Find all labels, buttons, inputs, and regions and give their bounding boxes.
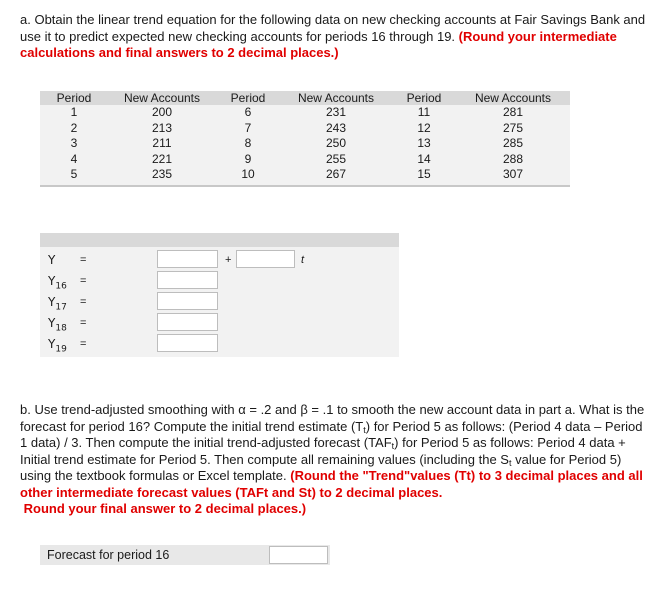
part-b-question — [20, 402, 650, 518]
table-cell: 10 — [241, 167, 255, 181]
table-cell: 221 — [151, 151, 173, 166]
part-a-question — [20, 12, 650, 62]
table-cell: 211 — [152, 136, 172, 150]
y17-label: $Y_{17}$ — [48, 295, 67, 313]
table-header: New Accounts — [123, 91, 201, 105]
y17-input[interactable] — [157, 292, 218, 310]
table-header: New Accounts — [297, 91, 375, 105]
table-cell: 15 — [417, 167, 431, 181]
y-label: Y — [48, 253, 56, 267]
table-cell: 200 — [151, 105, 173, 119]
table-col-period-2 — [216, 91, 280, 183]
forecast-input[interactable] — [269, 546, 328, 564]
table-col-period-1 — [40, 91, 108, 183]
table-header: Period — [406, 91, 442, 105]
table-cell: 235 — [151, 167, 173, 181]
y19-label: $Y_{19}$ — [48, 337, 67, 355]
table-cell: 13 — [417, 136, 431, 150]
table-cell: 250 — [325, 136, 347, 150]
table-cell: 231 — [325, 105, 347, 119]
part-b-prefix: b. — [20, 402, 31, 417]
slope-input[interactable] — [236, 250, 295, 268]
plus-sign: + — [225, 254, 232, 266]
t-variable: t — [301, 254, 305, 266]
part-b-text-2: ) for Period 5 as follows: (Period 4 data – Period 1 data) / 3. Then compute the initial trend-adjusted forecast (TAF — [20, 418, 643, 450]
equals-sign: = — [80, 275, 87, 287]
y16-input[interactable] — [157, 271, 218, 289]
table-cell: 213 — [151, 120, 173, 135]
equals-sign: = — [80, 317, 87, 329]
part-a-prefix: a. — [20, 12, 31, 27]
part-a-text: Obtain the linear trend equation for the following data on new checking accounts at Fair Savings Bank and use it to predict expected new checking accounts for periods 16 through 19. — [20, 12, 646, 44]
table-cell: 267 — [325, 167, 347, 181]
table-cell: 7 — [244, 120, 252, 135]
trend-equation-panel — [40, 233, 399, 357]
table-header: Period — [56, 91, 92, 105]
part-b-instruction-1: (Round the "Trend"values (Tt) to 3 decimal places and all other intermediate forecast values (TAFt and St) to 2 decimal places. — [20, 468, 643, 500]
part-b-text-4: value for Period 5) using the textbook formulas or Excel template. — [20, 451, 622, 483]
y18-label: $Y_{18}$ — [48, 316, 67, 334]
forecast-panel — [40, 545, 330, 565]
table-header: Period — [230, 91, 266, 105]
table-cell: 3 — [70, 136, 78, 150]
part-a-instruction: (Round your intermediate calculations and final answers to 2 decimal places.) — [20, 28, 617, 60]
table-cell: 275 — [502, 120, 524, 135]
subscript-t: t — [363, 424, 366, 435]
part-b-instruction-2: Round your final answer to 2 decimal places.) — [23, 501, 307, 516]
intercept-input[interactable] — [157, 250, 218, 268]
table-cell: 11 — [417, 105, 431, 119]
table-cell: 8 — [244, 136, 252, 150]
table-cell: 2 — [70, 120, 78, 135]
y18-input[interactable] — [157, 313, 218, 331]
equals-sign: = — [80, 338, 87, 350]
accounts-table — [40, 91, 570, 187]
equals-sign: = — [80, 296, 87, 308]
table-col-accounts-3 — [456, 91, 570, 183]
table-cell: 307 — [502, 167, 524, 181]
y19-input[interactable] — [157, 334, 218, 352]
panel-header-bar — [40, 233, 399, 247]
forecast-label: Forecast for period 16 — [47, 548, 170, 562]
table-cell: 243 — [325, 120, 347, 135]
table-cell: 14 — [417, 151, 431, 166]
table-cell: 288 — [502, 151, 524, 166]
table-cell: 4 — [70, 151, 78, 166]
table-cell: 285 — [502, 136, 524, 150]
equals-sign: = — [80, 254, 87, 266]
subscript-t: t — [508, 457, 512, 468]
table-col-accounts-2 — [280, 91, 392, 183]
table-col-period-3 — [392, 91, 456, 183]
table-cell: 281 — [502, 105, 524, 119]
table-cell: 255 — [325, 151, 347, 166]
table-cell: 1 — [70, 105, 78, 119]
part-b-text-3: ) for Period 5 as follows: Period 4 data + Initial trend estimate for Period 5. Then compute all remaining values (including the S — [20, 435, 626, 467]
table-cell: 9 — [244, 151, 252, 166]
subscript-t: t — [391, 441, 395, 451]
part-b-text-1: Use trend-adjusted smoothing with α = .2 and β = .1 to smooth the new account data in part a. What is the forecast for period 16? Compute the initial trend estimate (T — [20, 402, 645, 434]
table-header: New Accounts — [474, 91, 552, 105]
y16-label: $Y_{16}$ — [48, 274, 67, 292]
table-cell: 12 — [417, 120, 431, 135]
table-col-accounts-1 — [108, 91, 216, 183]
table-cell: 5 — [70, 167, 78, 181]
table-cell: 6 — [244, 105, 252, 119]
